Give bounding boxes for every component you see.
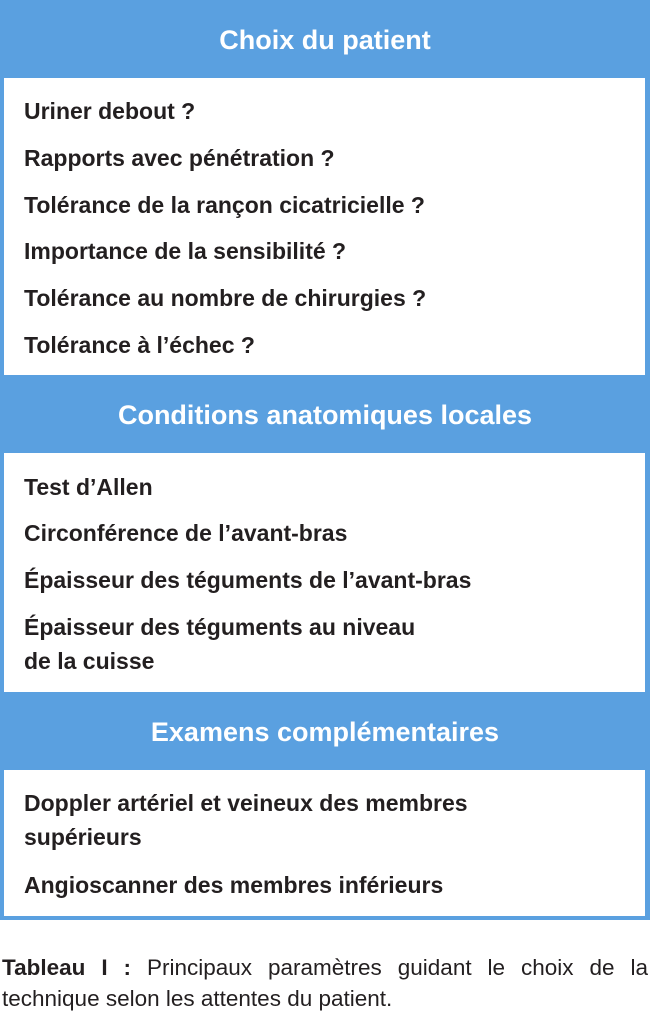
section-header-choix-du-patient: Choix du patient (219, 25, 431, 55)
section-header-examens-complementaires: Examens complémentaires (150, 717, 500, 747)
caption-label: Tableau I : (2, 955, 132, 980)
list-item: Uriner debout ? (24, 98, 196, 124)
list-item: Épaisseur des téguments au niveau (24, 614, 416, 640)
list-item: Rapports avec pénétration ? (24, 145, 335, 171)
list-item: Épaisseur des téguments de l’avant-bras (24, 567, 472, 593)
list-item: Angioscanner des membres inférieurs (24, 872, 444, 898)
list-item: supérieurs (24, 824, 142, 850)
list-item: Importance de la sensibilité ? (24, 238, 347, 264)
section-body-choix-du-patient (4, 78, 645, 375)
list-item: Tolérance de la rançon cicatricielle ? (24, 192, 425, 218)
section-header-conditions-anatomiques: Conditions anatomiques locales (117, 400, 533, 430)
list-item: Circonférence de l’avant-bras (24, 520, 348, 546)
section-body-examens-complementaires (4, 770, 645, 916)
list-item: de la cuisse (24, 648, 155, 674)
section-body-conditions-anatomiques (4, 453, 645, 692)
caption-text: Principaux paramètres guidant le choix de la technique selon les attentes du patient. (2, 955, 648, 1011)
list-item: Doppler artériel et veineux des membres (24, 790, 468, 816)
list-item: Test d’Allen (24, 474, 153, 500)
list-item: Tolérance à l’échec ? (24, 332, 255, 358)
list-item: Tolérance au nombre de chirurgies ? (24, 285, 427, 311)
table-caption (2, 952, 648, 1014)
